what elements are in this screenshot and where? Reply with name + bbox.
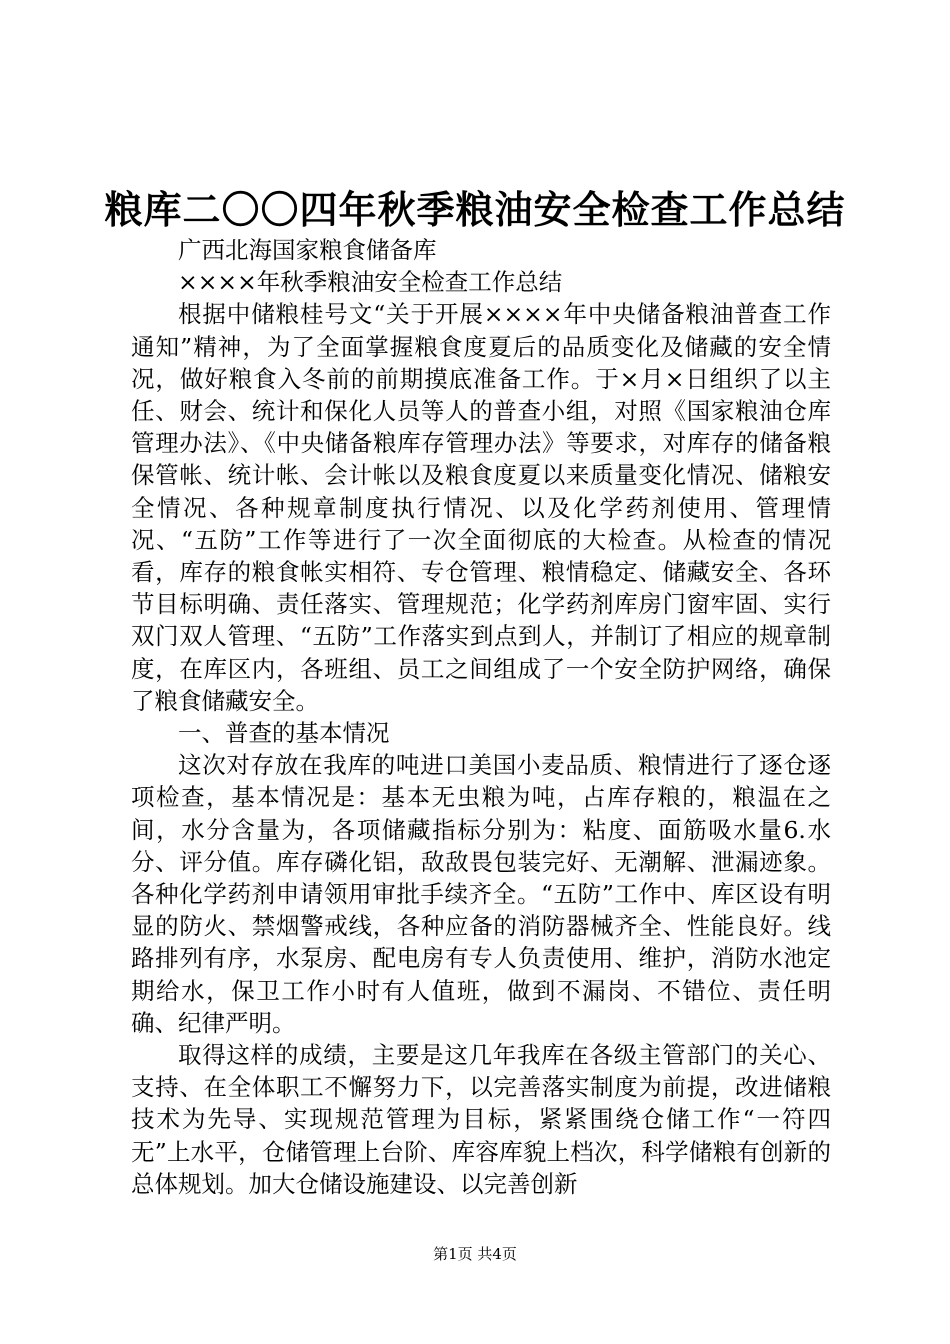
document-body <box>131 234 831 1200</box>
paragraph-organization: 广西北海国家粮食储备库 <box>178 236 437 264</box>
paragraph-subtitle: ××××年秋季粮油安全检查工作总结 <box>178 268 563 297</box>
section-heading-basic-situation: 一、普查的基本情况 <box>178 719 390 748</box>
page-number-footer: 第1页 共4页 <box>433 1245 517 1263</box>
document-title: 粮库二〇〇四年秋季粮油安全检查工作总结 <box>104 187 846 232</box>
paragraph-achievements: 取得这样的成绩，主要是这几年我库在各级主管部门的关心、支持、在全体职工不懈努力下，以完善落实制度为前提，改进储粮技术为先导、实现规范管理为目标，紧紧围绕仓储工作“一符四无”上水平，仓储管理上台阶、库容库貌上档次，科学储粮有创新的总体规划。加大仓储设施建设、以完善创新 <box>131 1041 831 1198</box>
paragraph-basic-situation: 这次对存放在我库的吨进口美国小麦品质、粮情进行了逐仓逐项检查，基本情况是：基本无虫粮为吨，占库存粮的，粮温在之间，水分含量为，各项储藏指标分别为：粘度、面筋吸水量6.水分、评分值。库存磷化铝，敌敌畏包装完好、无潮解、泄漏迹象。各种化学药剂申请领用审批手续齐全。“五防”工作中、库区设有明显的防火、禁烟警戒线，各种应备的消防器械齐全、性能良好。线路排列有序，水泵房、配电房有专人负责使用、维护，消防水池定期给水，保卫工作小时有人值班，做到不漏岗、不错位、责任明确、纪律严明。 <box>131 751 831 1037</box>
paragraph-introduction: 根据中储粮桂号文“关于开展××××年中央储备粮油普查工作通知”精神，为了全面掌握粮食度夏后的品质变化及储藏的安全情况，做好粮食入冬前的前期摸底准备工作。于×月×日组织了以主任、财会、统计和保化人员等人的普查小组，对照《国家粮油仓库管理办法》、《中央储备粮库存管理办法》等要求，对库存的储备粮保管帐、统计帐、会计帐以及粮食度夏以来质量变化情况、储粮安全情况、各种规章制度执行情况、以及化学药剂使用、管理情况、“五防”工作等进行了一次全面彻底的大检查。从检查的情况看，库存的粮食帐实相符、专仓管理、粮情稳定、储藏安全、各环节目标明确、责任落实、管理规范；化学药剂库房门窗牢固、实行双门双人管理、“五防”工作落实到点到人，并制订了相应的规章制度，在库区内，各班组、员工之间组成了一个安全防护网络，确保了粮食储藏安全。 <box>131 300 831 715</box>
